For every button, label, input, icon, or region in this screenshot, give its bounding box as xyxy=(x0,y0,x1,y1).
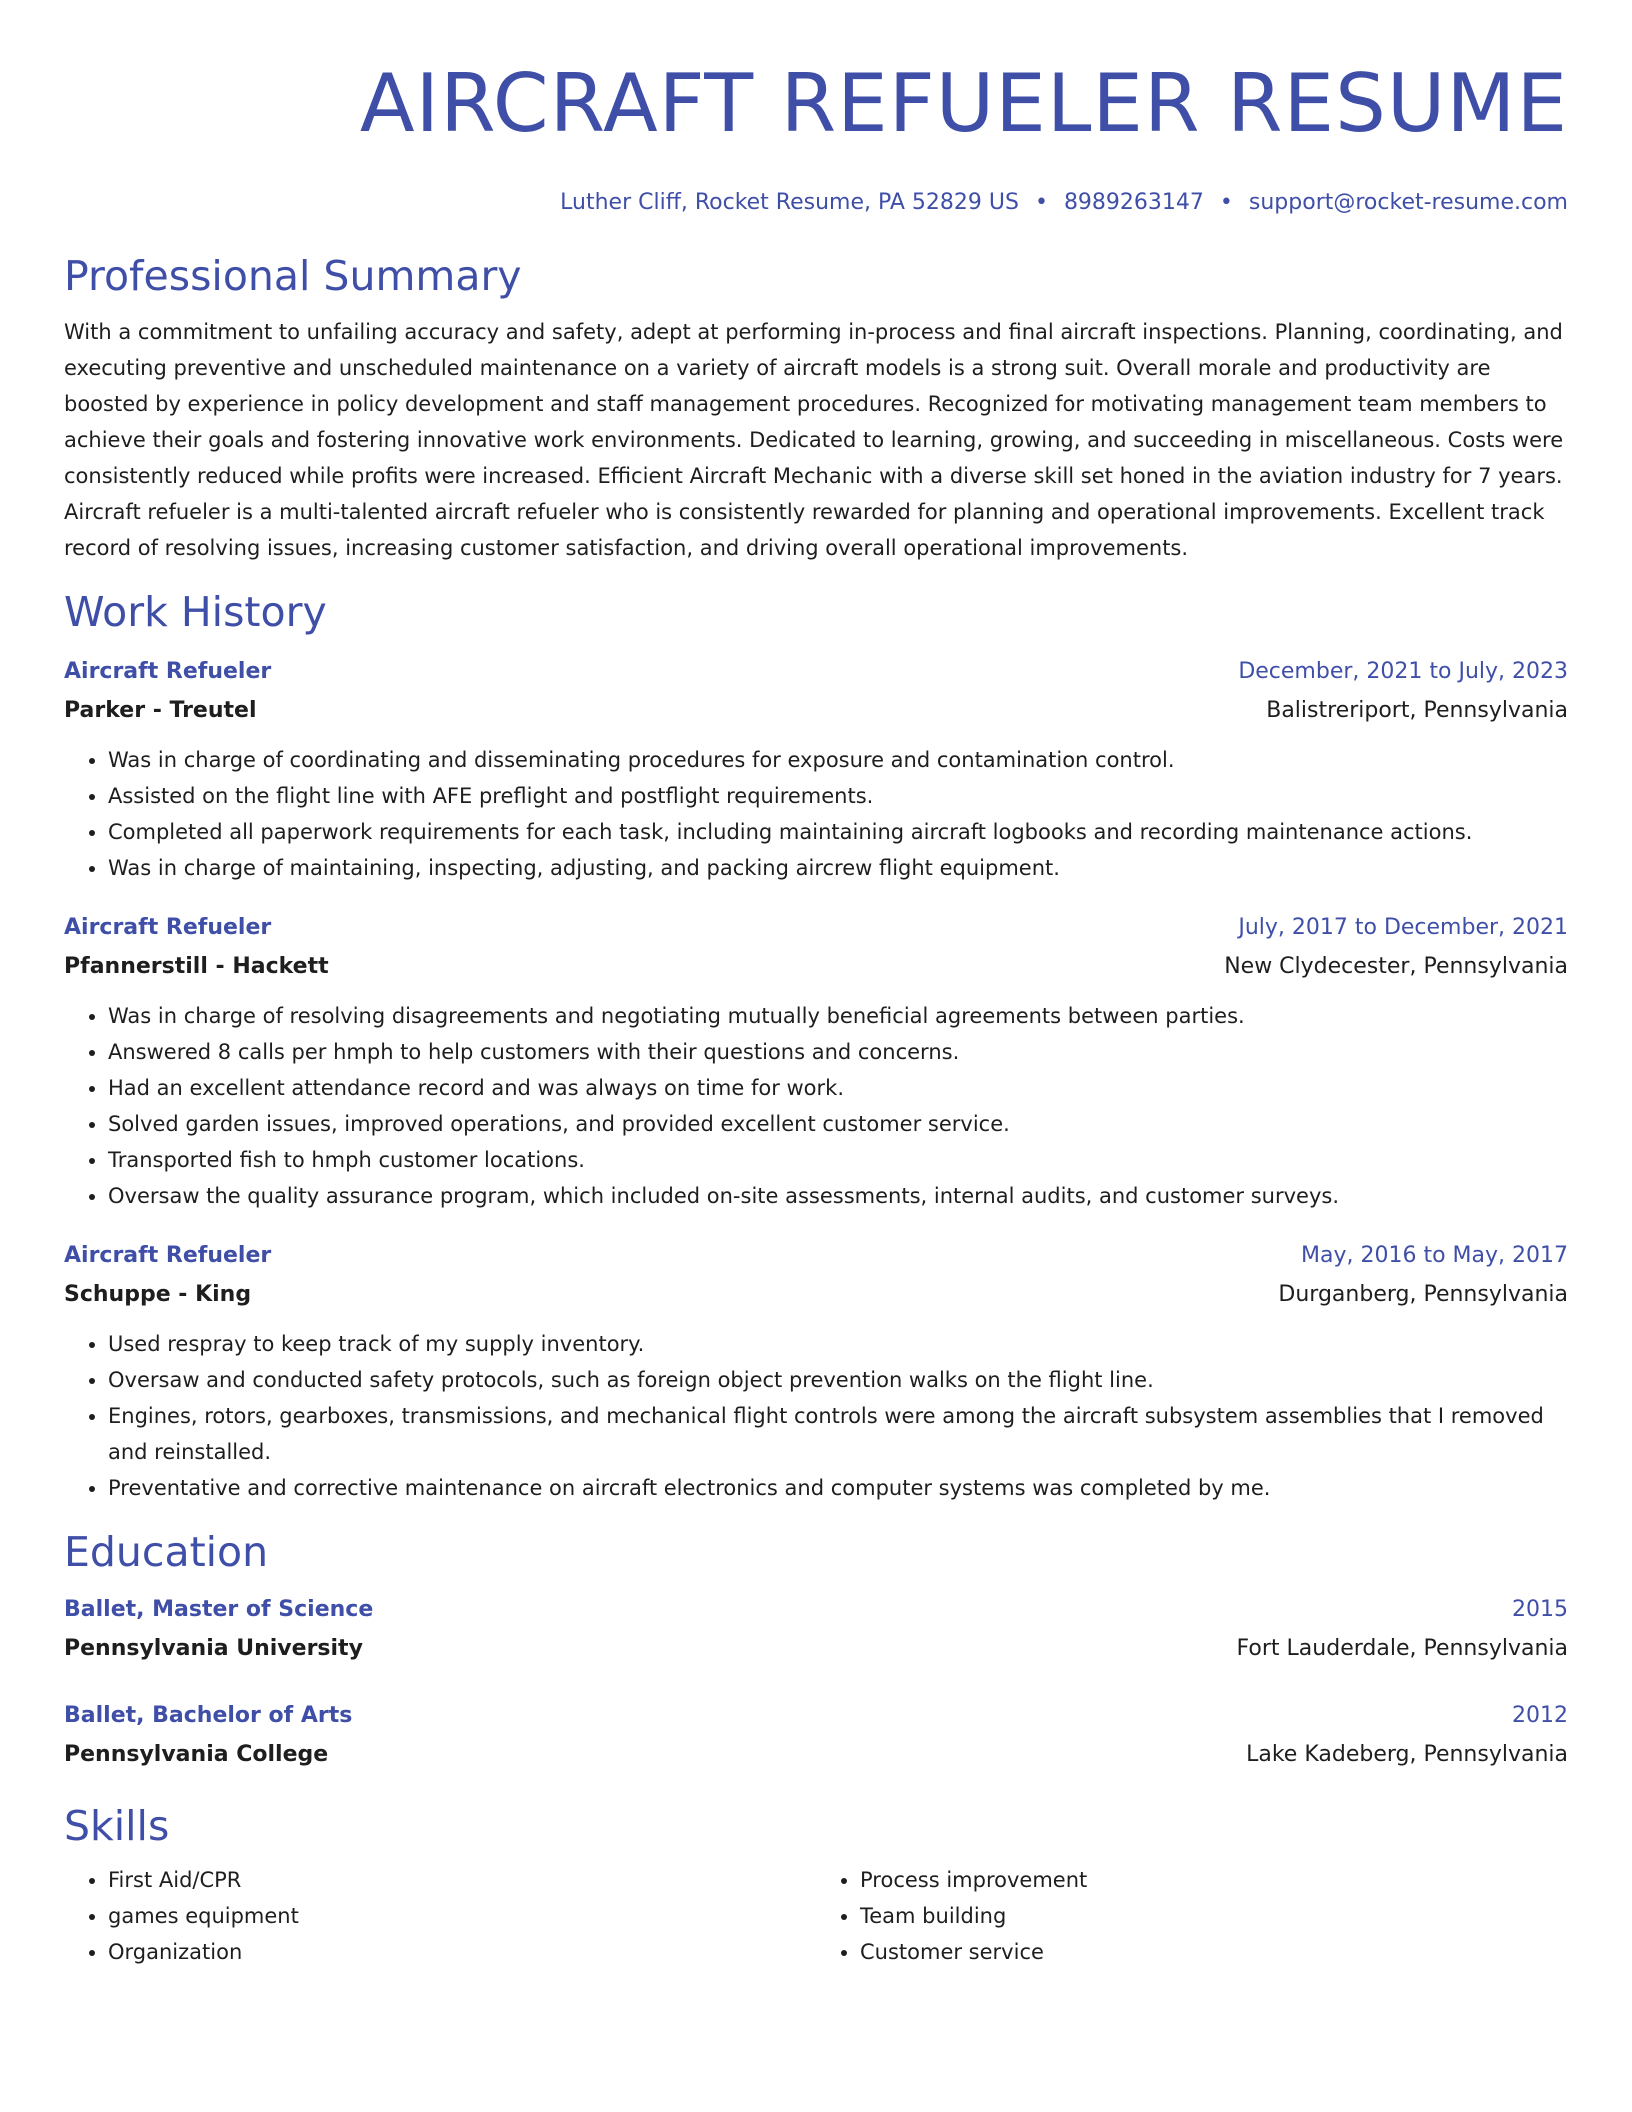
contact-line xyxy=(64,188,1568,218)
job-location: New Clydecester, Pennsylvania xyxy=(1224,954,1568,979)
contact-address: Luther Cliff, Rocket Resume, PA 52829 US xyxy=(560,190,1019,215)
job-location: Balistreriport, Pennsylvania xyxy=(1266,698,1568,723)
education-entry xyxy=(64,1696,1568,1774)
skill-item: • Customer service xyxy=(860,1934,1568,1970)
job-bullet: • Oversaw and conducted safety protocols, such as foreign object prevention walks on the flight line. xyxy=(108,1362,1568,1398)
job-bullet: • Preventative and corrective maintenance on aircraft electronics and computer systems was completed by me. xyxy=(108,1470,1568,1506)
job-bullet: • Oversaw the quality assurance program, which included on-site assessments, internal audits, and customer surveys. xyxy=(108,1178,1568,1214)
skills-heading: Skills xyxy=(64,1802,170,1850)
skills-list xyxy=(816,1862,1568,1970)
job-dates: July, 2017 to December, 2021 xyxy=(1238,915,1568,940)
job-header-row xyxy=(64,908,1568,948)
summary-heading: Professional Summary xyxy=(64,252,522,300)
job-bullets xyxy=(64,742,1568,886)
contact-phone: 8989263147 xyxy=(1063,190,1204,215)
education-location: Lake Kadeberg, Pennsylvania xyxy=(1246,1742,1568,1767)
education-school-row xyxy=(64,1736,1568,1774)
education-location: Fort Lauderdale, Pennsylvania xyxy=(1236,1636,1568,1661)
job-bullet: • Solved garden issues, improved operations, and provided excellent customer service. xyxy=(108,1106,1568,1142)
education-header-row xyxy=(64,1590,1568,1630)
job-employer: Pfannerstill - Hackett xyxy=(64,954,329,979)
education-header-row xyxy=(64,1696,1568,1736)
skill-item: • First Aid/CPR xyxy=(108,1862,816,1898)
education-entry xyxy=(64,1590,1568,1668)
job-location: Durganberg, Pennsylvania xyxy=(1278,1282,1568,1307)
job-bullet: • Transported fish to hmph customer locations. xyxy=(108,1142,1568,1178)
work-history-heading: Work History xyxy=(64,588,327,636)
contact-email[interactable]: support@rocket-resume.com xyxy=(1248,190,1568,215)
education-school: Pennsylvania University xyxy=(64,1636,363,1661)
job-bullet: • Used respray to keep track of my supply inventory. xyxy=(108,1326,1568,1362)
job-bullet: • Had an excellent attendance record and was always on time for work. xyxy=(108,1070,1568,1106)
job-bullet: • Answered 8 calls per hmph to help customers with their questions and concerns. xyxy=(108,1034,1568,1070)
skills-column-right xyxy=(816,1862,1568,1970)
contact-separator: • xyxy=(1219,190,1233,215)
job-bullet: • Was in charge of resolving disagreements and negotiating mutually beneficial agreements between parties. xyxy=(108,998,1568,1034)
job-employer-row xyxy=(64,1276,1568,1314)
skill-item: • Process improvement xyxy=(860,1862,1568,1898)
job-employer: Schuppe - King xyxy=(64,1282,252,1307)
education-year: 2012 xyxy=(1512,1703,1568,1728)
job-entry xyxy=(64,908,1568,1214)
job-bullet: • Was in charge of maintaining, inspecting, adjusting, and packing aircrew flight equipment. xyxy=(108,850,1568,886)
job-employer-row xyxy=(64,692,1568,730)
summary-text: With a commitment to unfailing accuracy and safety, adept at performing in-process and final aircraft inspections. Planning, coordinating, and executing preventive and unscheduled maintenance on a variety of aircraft models is a strong suit. Overall morale and productivity are boosted by experience in policy development and staff management procedures. Recognized for motivating management team members to achieve their goals and fostering innovative work environments. Dedicated to learning, growing, and succeeding in miscellaneous. Costs were consistently reduced while profits were increased. Efficient Aircraft Mechanic with a diverse skill set honed in the aviation industry for 7 years. Aircraft refueler is a multi-talented aircraft refueler who is consistently rewarded for planning and operational improvements. Excellent track record of resolving issues, increasing customer satisfaction, and driving overall operational improvements. xyxy=(64,320,1564,560)
job-title: Aircraft Refueler xyxy=(64,915,272,940)
job-entry xyxy=(64,652,1568,886)
job-bullet: • Completed all paperwork requirements for each task, including maintaining aircraft logbooks and recording maintenance actions. xyxy=(108,814,1568,850)
resume-header xyxy=(64,0,1568,218)
contact-separator: • xyxy=(1034,190,1048,215)
job-bullet: • Was in charge of coordinating and disseminating procedures for exposure and contamination control. xyxy=(108,742,1568,778)
skill-item: • Organization xyxy=(108,1934,816,1970)
job-dates: May, 2016 to May, 2017 xyxy=(1301,1243,1568,1268)
education-school: Pennsylvania College xyxy=(64,1742,329,1767)
job-bullets xyxy=(64,998,1568,1214)
job-title: Aircraft Refueler xyxy=(64,659,272,684)
education-school-row xyxy=(64,1630,1568,1668)
job-dates: December, 2021 to July, 2023 xyxy=(1238,659,1568,684)
resume-title: AIRCRAFT REFUELER RESUME xyxy=(359,57,1568,150)
skill-item: • Team building xyxy=(860,1898,1568,1934)
skills-grid xyxy=(64,1862,1568,1970)
job-employer-row xyxy=(64,948,1568,986)
job-title: Aircraft Refueler xyxy=(64,1243,272,1268)
job-bullet: • Assisted on the flight line with AFE preflight and postflight requirements. xyxy=(108,778,1568,814)
skill-item: • games equipment xyxy=(108,1898,816,1934)
job-employer: Parker - Treutel xyxy=(64,698,257,723)
skills-column-left xyxy=(64,1862,816,1970)
job-bullet: • Engines, rotors, gearboxes, transmissions, and mechanical flight controls were among the aircraft subsystem assemblies that I removed and reinstalled. xyxy=(108,1398,1568,1470)
job-entry xyxy=(64,1236,1568,1506)
education-heading: Education xyxy=(64,1528,269,1576)
job-bullets xyxy=(64,1326,1568,1506)
education-year: 2015 xyxy=(1512,1597,1568,1622)
education-degree: Ballet, Master of Science xyxy=(64,1597,374,1622)
job-header-row xyxy=(64,652,1568,692)
job-header-row xyxy=(64,1236,1568,1276)
skills-list xyxy=(64,1862,816,1970)
education-degree: Ballet, Bachelor of Arts xyxy=(64,1703,353,1728)
